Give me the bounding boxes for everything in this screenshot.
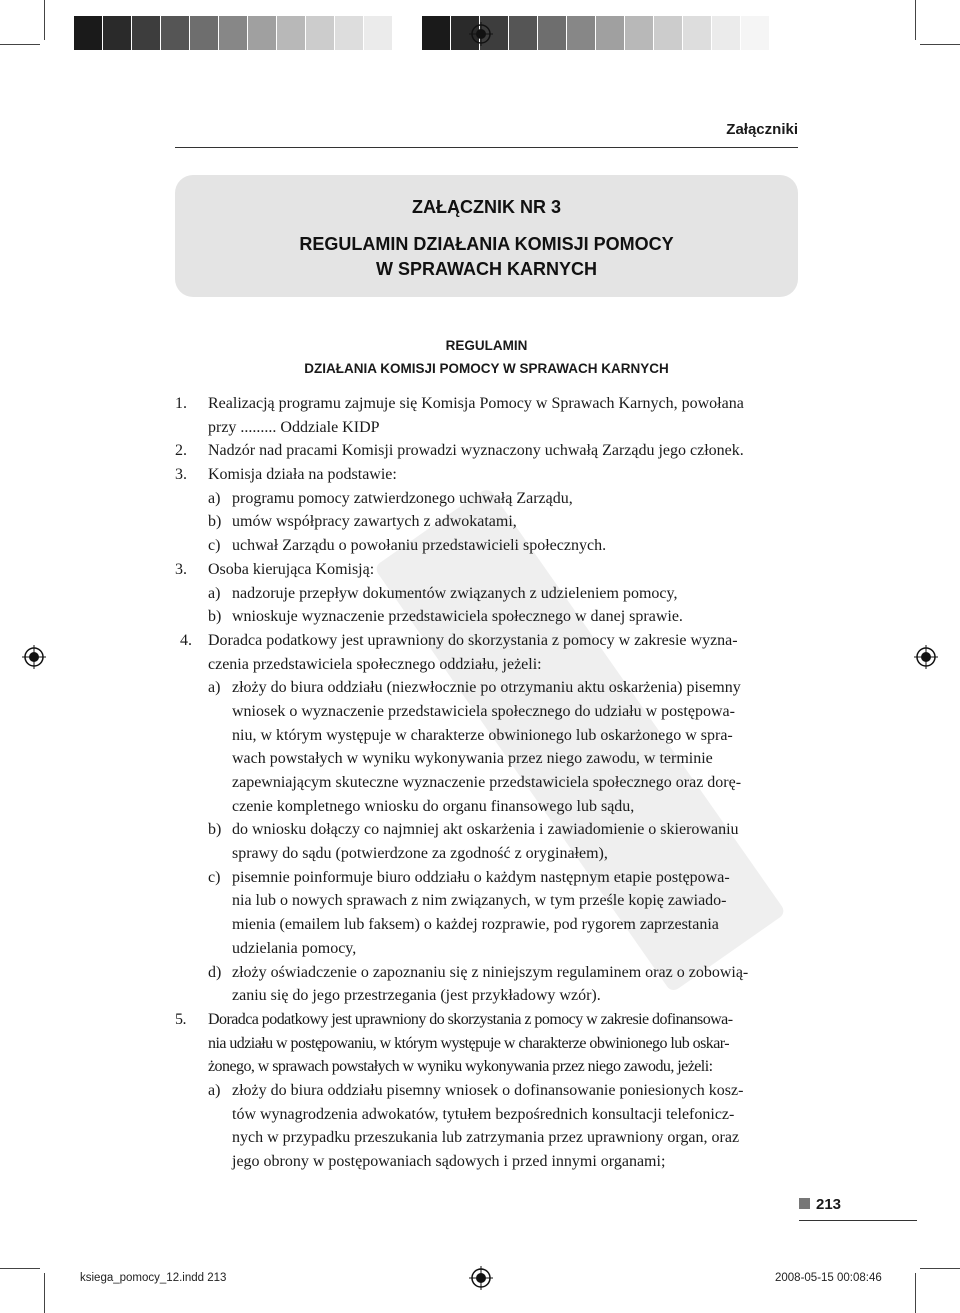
crop-mark [920, 1268, 960, 1269]
crop-mark [0, 44, 40, 45]
color-swatch [161, 16, 190, 50]
list-item: 3. Komisja działa na podstawie: [175, 466, 397, 484]
sub-item-continuation: czenie kompletnego wniosku do organu finansowego lub sądu, [232, 797, 635, 815]
color-swatch [625, 16, 654, 50]
sub-item-continuation: mienia (emailem lub faksem) o każdej rozprawie, pod rygorem zaprzestania [232, 916, 719, 934]
list-item-continuation: przy ......... Oddziale KIDP [208, 418, 380, 436]
annex-subtitle: REGULAMIN DZIAŁANIA KOMISJI POMOCY W SPRAWACH KARNYCH [299, 234, 674, 279]
sub-item: d) złoży oświadczenie o zapoznaniu się z niniejszym regulaminem oraz o zobowią- [208, 963, 749, 981]
slug-timestamp: 2008-05-15 00:08:46 [775, 1272, 882, 1284]
printer-color-bar [74, 16, 770, 50]
color-swatch [567, 16, 596, 50]
sub-item: a) programu pomocy zatwierdzonego uchwałą Zarządu, [208, 489, 573, 507]
regulation-heading: REGULAMIN DZIAŁANIA KOMISJI POMOCY W SPRAWACH KARNYCH [304, 338, 669, 376]
header-rule [175, 147, 798, 148]
crop-mark [44, 0, 45, 40]
slug-filename: ksiega_pomocy_12.indd 213 [80, 1272, 227, 1284]
color-swatch [538, 16, 567, 50]
sub-item-continuation: udzielania pomocy, [232, 939, 357, 957]
title-box [175, 175, 798, 297]
crop-mark [920, 44, 960, 45]
color-swatch [132, 16, 161, 50]
list-item-continuation: nia udziału w postępowaniu, w którym występuje w charakterze obwinionego lub oskar- [208, 1034, 729, 1052]
sub-item-continuation: jego obrony w postępowaniach sądowych i przed innymi organami; [232, 1153, 666, 1170]
crop-mark [915, 0, 916, 40]
list-item: 1. Realizacją programu zajmuje się Komisja Pomocy w Sprawach Karnych, powołana [175, 395, 744, 412]
color-swatch [712, 16, 741, 50]
sub-item: b) wnioskuje wyznaczenie przedstawiciela społecznego w danej sprawie. [208, 608, 683, 626]
crop-mark [0, 1268, 40, 1269]
page-number: 213 [799, 1196, 841, 1213]
color-swatch [596, 16, 625, 50]
sub-item: a) nadzoruje przepływ dokumentów związanych z udzieleniem pomocy, [208, 584, 678, 602]
color-swatch [741, 16, 770, 50]
crop-mark [915, 1273, 916, 1313]
annex-title: ZAŁĄCZNIK NR 3 [412, 197, 561, 217]
sub-item-continuation: zapewniającym skuteczne wyznaczenie przedstawiciela społecznego oraz dorę- [232, 774, 742, 791]
color-swatch [422, 16, 451, 50]
sub-item-continuation: wach powstałych w wyniku wykonywania przez niego zawodu, w terminie [232, 750, 713, 768]
list-item: 3. Osoba kierująca Komisją: [175, 560, 375, 578]
sub-item: b) do wniosku dołączy co najmniej akt oskarżenia i zawiadomienie o skierowaniu [208, 821, 739, 839]
sub-item-continuation: nia lub o nowych sprawach z nim związanych, w tym prześle kopię zawiado- [232, 892, 727, 910]
running-header: Załączniki [726, 121, 798, 138]
registration-mark-icon [22, 645, 46, 669]
list-item: 2. Nadzór nad pracami Komisji prowadzi wyznaczony uchwałą Zarządu jego członek. [175, 442, 744, 460]
regulation-body [175, 392, 798, 1174]
color-swatch [190, 16, 219, 50]
sub-item-continuation: niu, w którym występuje w charakterze obwinionego lub oskarżonego w spra- [232, 726, 733, 744]
color-swatch [248, 16, 277, 50]
crop-mark [44, 1273, 45, 1313]
sub-item: a) złoży do biura oddziału (niezwłocznie po otrzymaniu aktu oskarżenia) pisemny [208, 679, 741, 697]
color-swatch [306, 16, 335, 50]
color-swatch [277, 16, 306, 50]
color-swatch [74, 16, 103, 50]
color-swatch [509, 16, 538, 50]
color-swatch [103, 16, 132, 50]
list-item-continuation: żonego, w sprawach powstałych w wyniku wykonywania przez niego zawodu, jeżeli: [208, 1058, 713, 1076]
sub-item: c) pisemnie poinformuje biuro oddziału o każdym następnym etapie postępowa- [208, 868, 730, 886]
sub-item-continuation: zaniu się do jego przestrzegania (jest przykładowy wzór). [232, 987, 601, 1005]
sub-item: c) uchwał Zarządu o powołaniu przedstawicieli społecznych. [208, 537, 607, 555]
color-swatch [219, 16, 248, 50]
color-swatch [654, 16, 683, 50]
registration-mark-icon [469, 1266, 493, 1290]
registration-mark-icon [469, 22, 493, 46]
sub-item-continuation: sprawy do sądu (potwierdzone za zgodność z oryginałem), [232, 845, 608, 863]
footer-rule [799, 1220, 917, 1221]
color-swatch [683, 16, 712, 50]
color-swatch [393, 16, 422, 50]
list-item-continuation: czenia przedstawiciela społecznego oddziału, jeżeli: [208, 655, 542, 673]
list-item: 4. Doradca podatkowy jest uprawniony do skorzystania z pomocy w zakresie wyzna- [180, 631, 738, 649]
sub-item-continuation: wniosek o wyznaczenie przedstawiciela społecznego do udziału w postępowa- [232, 702, 735, 720]
sub-item-continuation: tów wynagrodzenia adwokatów, tytułem bezpośrednich konsultacji telefonicz- [232, 1105, 735, 1123]
color-swatch [364, 16, 393, 50]
sub-item: b) umów współpracy zawartych z adwokatami, [208, 513, 517, 531]
registration-mark-icon [914, 645, 938, 669]
sub-item: a) złoży do biura oddziału pisemny wniosek o dofinansowanie poniesionych kosz- [208, 1081, 744, 1099]
sub-item-continuation: nych w przypadku przeszukania lub zatrzymania przez uprawniony organ, oraz [232, 1129, 740, 1147]
list-item: 5. Doradca podatkowy jest uprawniony do skorzystania z pomocy w zakresie dofinansowa- [175, 1010, 733, 1028]
color-swatch [335, 16, 364, 50]
page-marker-icon [799, 1198, 810, 1209]
